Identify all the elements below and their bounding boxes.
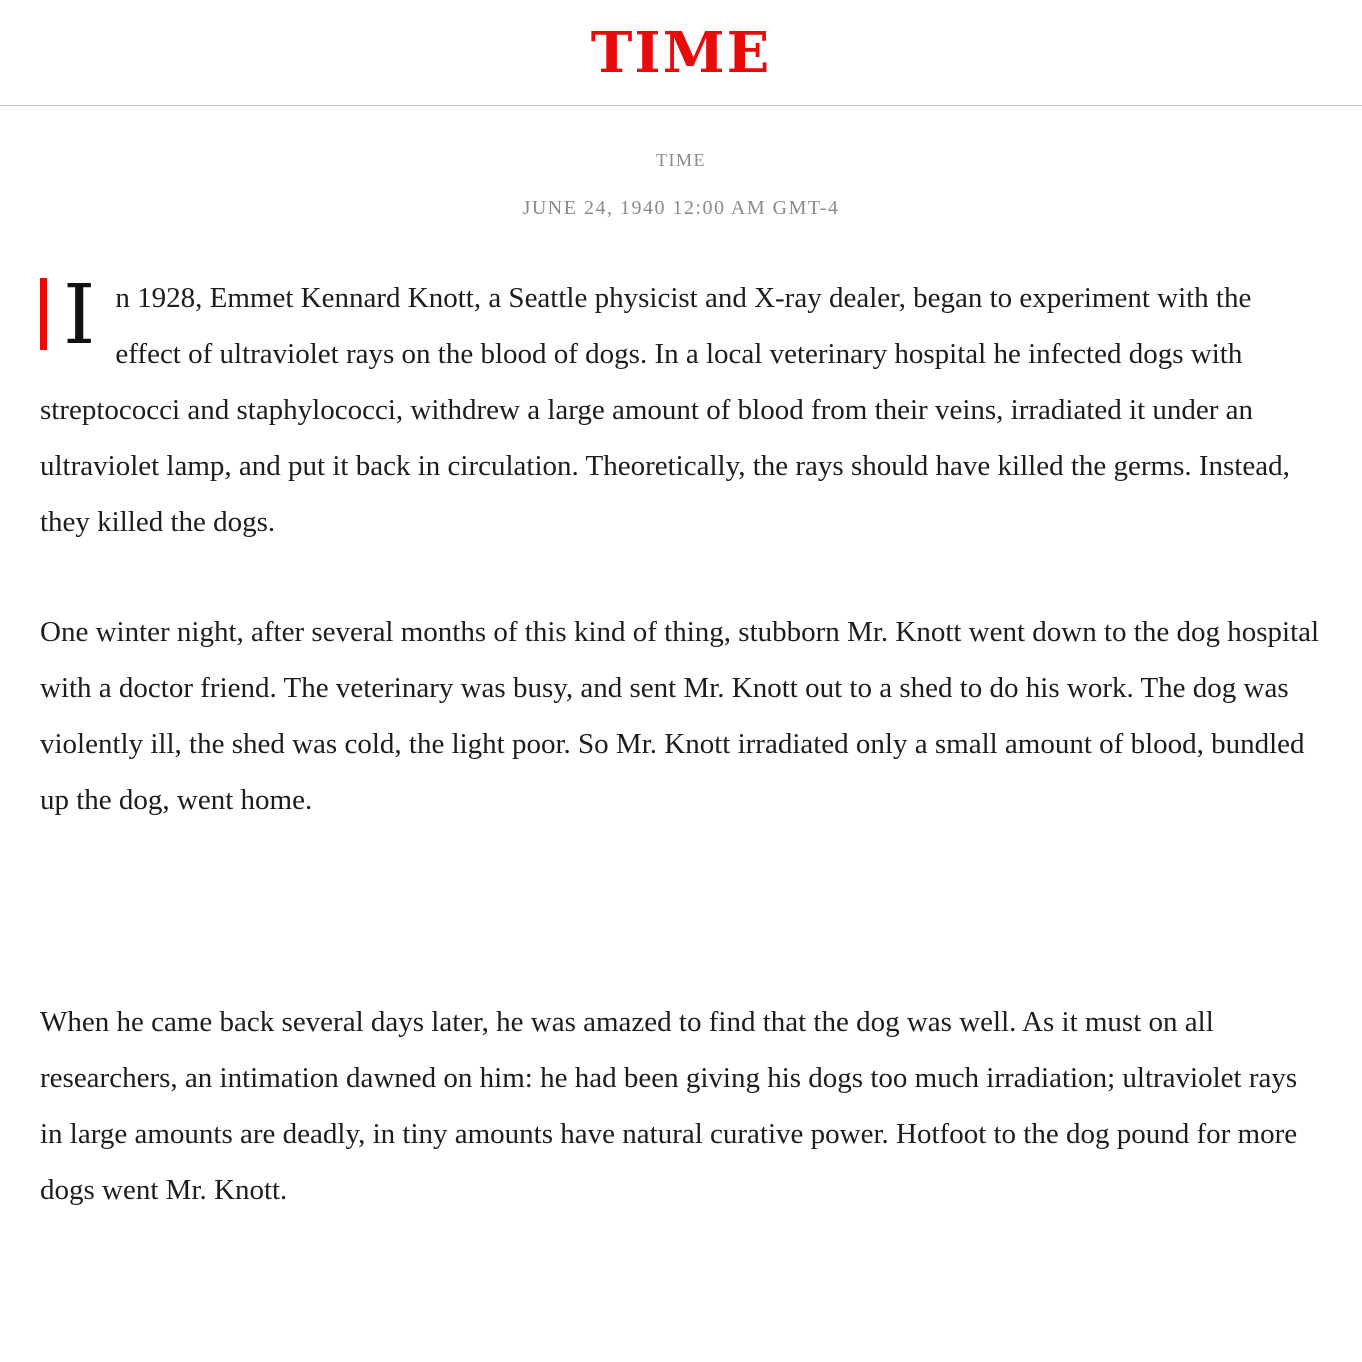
paragraph-1 <box>40 270 1322 550</box>
time-logo[interactable]: TIME <box>590 19 772 86</box>
publish-date: JUNE 24, 1940 12:00 AM GMT-4 <box>522 197 840 219</box>
article-meta <box>0 106 1362 220</box>
drop-cap: I <box>40 278 95 350</box>
site-header <box>0 0 1362 106</box>
paragraph-3: When he came back several days later, he was amazed to find that the dog was well. As it must on all researchers, an intimation dawned on him: he had been giving his dogs too much irradiation; ultraviolet rays in large amounts are deadly, in tiny amounts have natural curative power. Hotfoot to the dog pound for more dogs went Mr. Knott. <box>40 1006 1298 1206</box>
section-label: TIME <box>656 150 706 170</box>
ad-slot-spacer <box>40 882 1322 994</box>
article-body <box>0 220 1362 1248</box>
paragraph-1-text: n 1928, Emmet Kennard Knott, a Seattle physicist and X-ray dealer, began to experiment with the effect of ultraviolet rays on the blood of dogs. In a local veterinary hospital he infected dogs with streptococci and staphylococci, withdrew a large amount of blood from their veins, irradiated it under an ultraviolet lamp, and put it back in circulation. Theoretically, the rays should have killed the germs. Instead, they killed the dogs. <box>40 282 1290 538</box>
paragraph-2: One winter night, after several months of this kind of thing, stubborn Mr. Knott went down to the dog hospital with a doctor friend. The veterinary was busy, and sent Mr. Knott out to a shed to do his work. The dog was violently ill, the shed was cold, the light poor. So Mr. Knott irradiated only a small amount of blood, bundled up the dog, went home. <box>40 616 1320 816</box>
